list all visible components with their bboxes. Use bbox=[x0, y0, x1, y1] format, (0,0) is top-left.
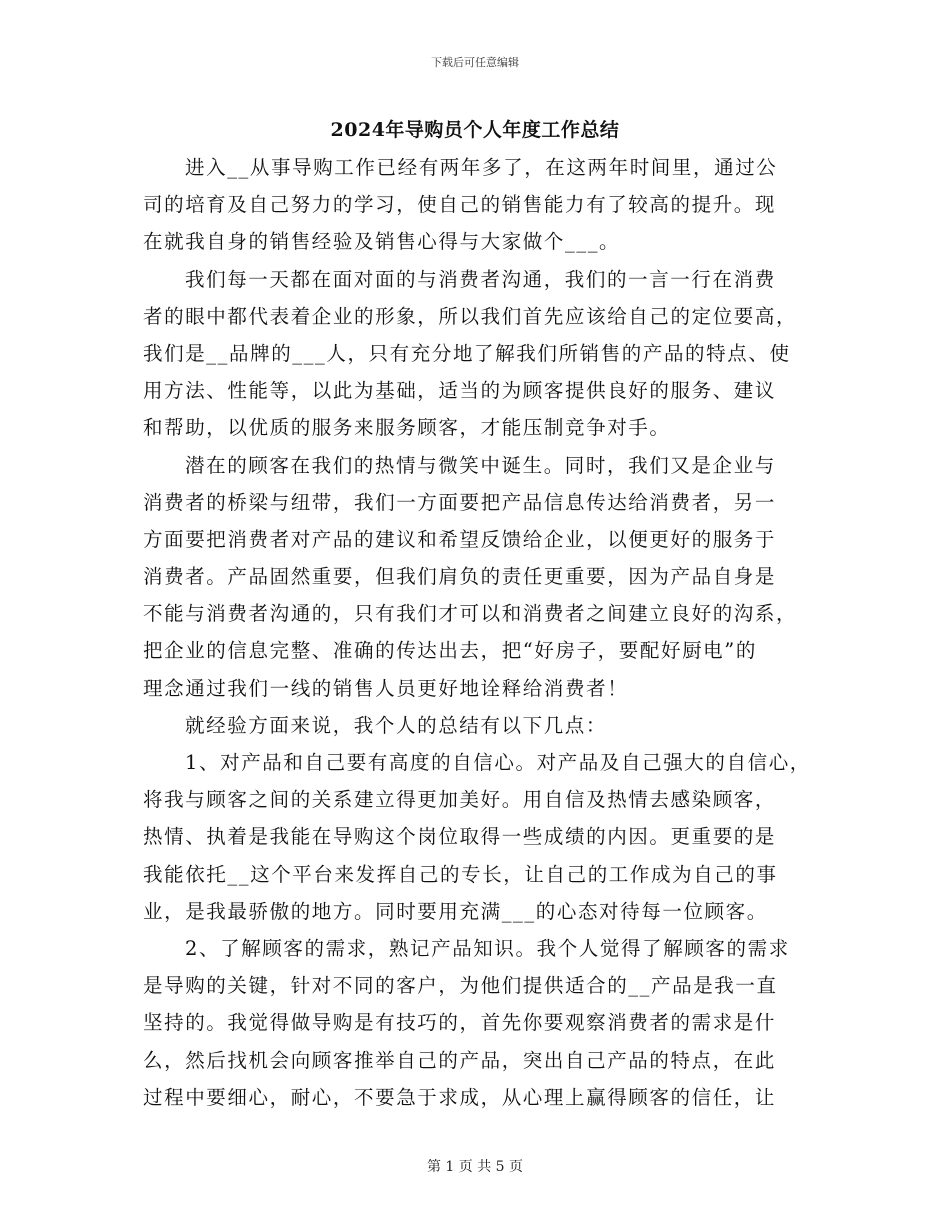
body-line: 就经验方面来说，我个人的总结有以下几点： bbox=[185, 713, 608, 737]
body-line: 我们每一天都在面对面的与消费者沟通，我们的一言一行在消费 bbox=[185, 267, 776, 291]
body-line: 么，然后找机会向顾客推举自己的产品，突出自己产品的特点，在此 bbox=[143, 1048, 777, 1072]
body-line: 和帮助，以优质的服务来服务顾客，才能压制竞争对手。 bbox=[143, 416, 671, 440]
document-title: 2024年导购员个人年度工作总结 bbox=[330, 119, 620, 141]
body-line: 将我与顾客之间的关系建立得更加美好。用自信及热情去感染顾客， bbox=[143, 788, 777, 812]
page-number: 第 1 页 共 5 页 bbox=[426, 1159, 524, 1175]
body-line: 方面要把消费者对产品的建议和希望反馈给企业，以便更好的服务于 bbox=[143, 527, 777, 551]
body-line: 业，是我最骄傲的地方。同时要用充满___的心态对待每一位顾客。 bbox=[143, 899, 768, 923]
body-line: 1、对产品和自己要有高度的自信心。对产品及自己强大的自信心， bbox=[185, 751, 811, 774]
body-line: 理念通过我们一线的销售人员更好地诠释给消费者！ bbox=[143, 676, 629, 700]
body-line: 进入__从事导购工作已经有两年多了，在这两年时间里，通过公 bbox=[185, 156, 778, 179]
body-line: 是导购的关键，针对不同的客户，为他们提供适合的__产品是我一直 bbox=[143, 974, 778, 998]
body-line: 者的眼中都代表着企业的形象，所以我们首先应该给自己的定位要高， bbox=[143, 304, 798, 328]
body-line: 潜在的顾客在我们的热情与微笑中诞生。同时，我们又是企业与 bbox=[185, 453, 776, 477]
body-line: 2、了解顾客的需求，熟记产品知识。我个人觉得了解顾客的需求 bbox=[185, 936, 790, 960]
document-body bbox=[143, 149, 823, 1116]
body-line: 在就我自身的销售经验及销售心得与大家做个___。 bbox=[143, 230, 621, 254]
body-line: 消费者。产品固然重要，但我们肩负的责任更重要，因为产品自身是 bbox=[143, 565, 777, 589]
body-line: 不能与消费者沟通的，只有我们才可以和消费者之间建立良好的沟系， bbox=[143, 602, 798, 626]
header-note: 下载后可任意编辑 bbox=[431, 56, 519, 69]
body-line: 我能依托__这个平台来发挥自己的专长，让自己的工作成为自己的事 bbox=[143, 862, 778, 886]
body-line: 消费者的桥梁与纽带，我们一方面要把产品信息传达给消费者，另一 bbox=[143, 490, 777, 514]
body-line: 坚持的。我觉得做导购是有技巧的，首先你要观察消费者的需求是什 bbox=[143, 1011, 777, 1035]
body-line: 我们是__品牌的___人，只有充分地了解我们所销售的产品的特点、使 bbox=[143, 341, 791, 365]
body-line: 把企业的信息完整、准确的传达出去，把“好房子，要配好厨电”的 bbox=[143, 639, 757, 663]
body-line: 用方法、性能等，以此为基础，适当的为顾客提供良好的服务、建议 bbox=[143, 379, 777, 403]
body-line: 热情、执着是我能在导购这个岗位取得一些成绩的内因。更重要的是 bbox=[143, 825, 777, 849]
body-line: 过程中要细心，耐心，不要急于求成，从心理上赢得顾客的信任，让 bbox=[143, 1085, 777, 1109]
body-line: 司的培育及自己努力的学习，使自己的销售能力有了较高的提升。现 bbox=[143, 193, 777, 217]
